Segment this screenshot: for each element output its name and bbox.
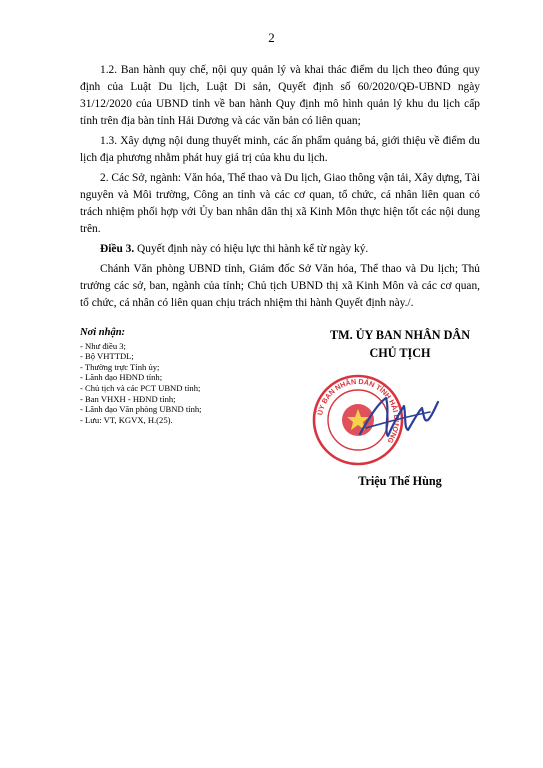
recipient-item: - Bộ VHTTDL; (80, 351, 134, 362)
signature-title: TM. ỦY BAN NHÂN DÂN (329, 328, 471, 342)
recipient-item: - Ban VHXH - HĐND tỉnh; (80, 393, 176, 404)
recipient-item: - Lãnh đạo HĐND tỉnh; (80, 372, 163, 383)
official-seal (314, 376, 402, 464)
recipient-item: - Lãnh đạo Văn phòng UBND tỉnh; (80, 404, 202, 415)
paragraph-2: 2. Các Sở, ngành: Văn hóa, Thể thao và Du lịch, Giao thông vận tải, Xây dựng, Tài nguyên và Môi trường, Công an tỉnh và các cơ quan, tổ chức, cá nhân liên quan có trách nhiệm phối hợp với Ủy ban nhân dân thị xã Kinh Môn thực hiện tốt các nội dung trên. (80, 172, 480, 235)
signer-name: Triệu Thế Hùng (358, 474, 442, 488)
seal-text: ỦY BAN NHÂN DÂN TỈNH HẢI DƯƠNG (315, 376, 402, 446)
article-3-heading: Điều 3. (100, 243, 135, 255)
recipient-item: - Lưu: VT, KGVX, H.(25). (80, 414, 173, 425)
official-seal-and-signature (310, 372, 440, 468)
recipient-item: - Chủ tịch và các PCT UBND tỉnh; (80, 382, 201, 393)
paragraph-1-2: 1.2. Ban hành quy chế, nội quy quản lý và khai thác điểm du lịch theo đúng quy định của Luật Du lịch, Luật Di sản, Quyết định số 60/2020/QĐ-UBND ngày 31/12/2020 của UBND tỉnh về ban hành Quy định mô hình quản lý khu du lịch cấp tỉnh trên địa bàn tỉnh Hải Dương và các văn bản có liên quan; (80, 64, 480, 127)
document-body (80, 62, 480, 315)
recipient-item: - Thường trực Tỉnh ủy; (80, 361, 160, 372)
recipients-block (80, 328, 300, 425)
recipients-list (80, 341, 300, 426)
recipients-heading: Nơi nhận: (80, 327, 126, 338)
recipient-item: - Như điều 3; (80, 340, 126, 351)
article-3: Điều 3. Quyết định này có hiệu lực thi hành kể từ ngày ký. (100, 243, 369, 255)
signature-position: CHỦ TỊCH (369, 346, 431, 360)
page-number: 2 (268, 30, 275, 45)
paragraph-implementation: Chánh Văn phòng UBND tỉnh, Giám đốc Sở Văn hóa, Thể thao và Du lịch; Thủ trưởng các sở, ban, ngành của tỉnh; Chủ tịch UBND thị xã Kinh Môn và các cơ quan, tổ chức, cá nhân có liên quan chịu trách nhiệm thi hành Quyết định này./. (80, 263, 480, 309)
paragraph-1-3: 1.3. Xây dựng nội dung thuyết minh, các ấn phẩm quảng bá, giới thiệu về điểm du lịch địa phương nhằm phát huy giá trị của khu du lịch. (80, 135, 480, 164)
